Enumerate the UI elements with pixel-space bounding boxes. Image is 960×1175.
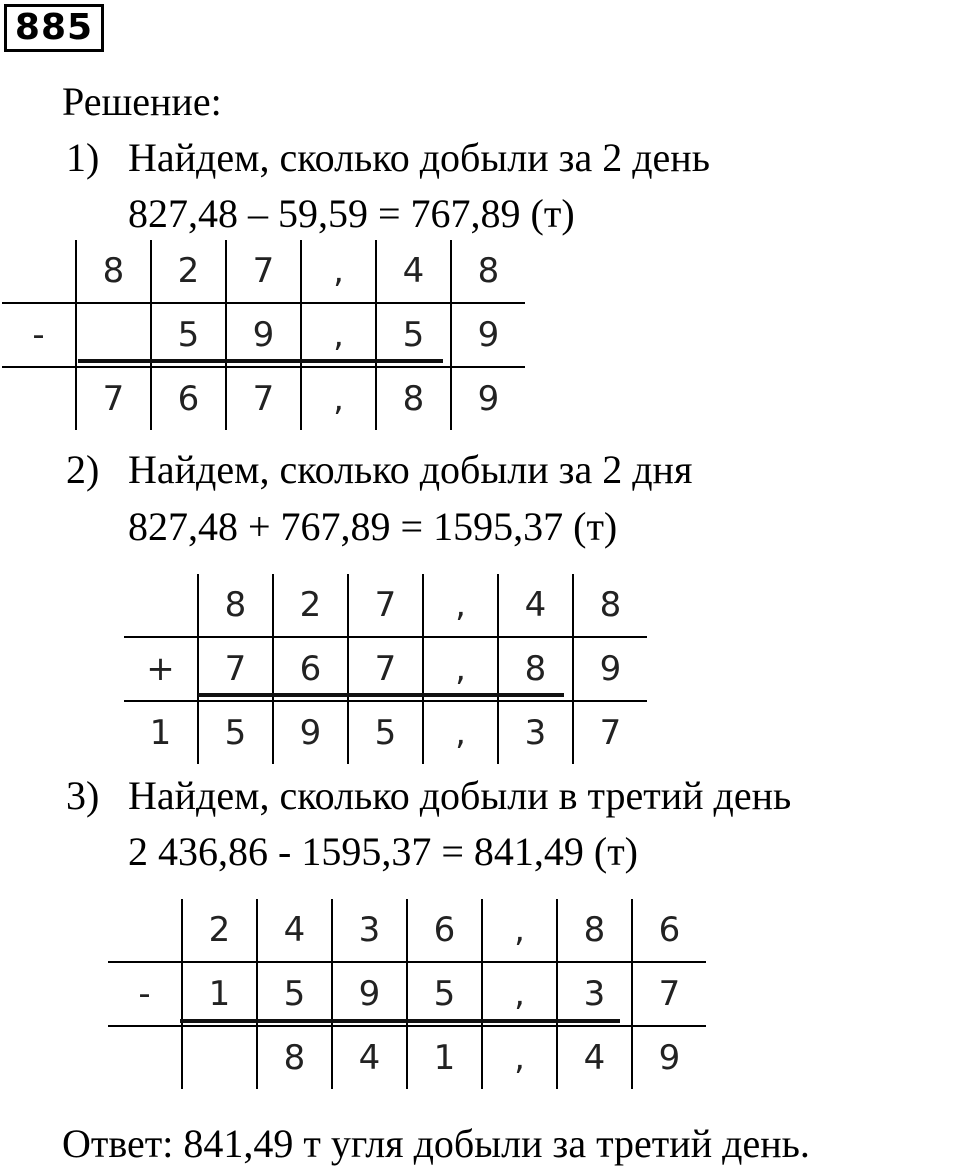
step-3-label: 3) (66, 773, 100, 818)
digit-cell: 8 (376, 367, 451, 430)
solution-heading: Решение: (62, 79, 222, 124)
digit-cell: 3 (498, 701, 573, 764)
digit-cell: , (423, 574, 498, 637)
digit-cell: 4 (498, 574, 573, 637)
digit-cell: 7 (76, 367, 151, 430)
grid-row (124, 701, 647, 764)
digit-cell: 9 (451, 303, 525, 367)
digit-cell: 6 (273, 637, 348, 701)
digit-cell: 5 (198, 701, 273, 764)
digit-cell (124, 574, 198, 637)
digit-cell: 7 (348, 637, 423, 701)
grid-row (108, 1026, 706, 1089)
answer-text: Ответ: 841,49 т угля добыли за третий день. (62, 1121, 810, 1166)
grid-row (108, 962, 706, 1026)
digit-cell: , (423, 701, 498, 764)
digit-cell (2, 367, 76, 430)
digit-cell: 6 (407, 899, 482, 962)
digit-cell (2, 240, 76, 303)
digit-cell: 7 (198, 637, 273, 701)
digit-cell: 8 (557, 899, 632, 962)
step-2-label: 2) (66, 447, 100, 492)
step-2-equation: 827,48 + 767,89 = 1595,37 (т) (128, 504, 618, 549)
digit-cell: 8 (573, 574, 647, 637)
grid-row (2, 303, 525, 367)
digit-cell: 7 (348, 574, 423, 637)
operator-cell: - (108, 962, 182, 1026)
digit-cell: , (482, 899, 557, 962)
step-1-title: Найдем, сколько добыли за 2 день (128, 135, 710, 180)
digit-cell: 8 (76, 240, 151, 303)
step-3-sum-line (180, 1019, 620, 1023)
digit-cell: 5 (376, 303, 451, 367)
digit-cell: 5 (348, 701, 423, 764)
grid-row (2, 240, 525, 303)
problem-number: 885 (4, 4, 104, 52)
digit-cell: , (423, 637, 498, 701)
digit-cell: 9 (332, 962, 407, 1026)
grid-row (124, 637, 647, 701)
digit-cell (76, 303, 151, 367)
digit-cell: 5 (407, 962, 482, 1026)
digit-cell: 7 (226, 367, 301, 430)
digit-cell: 6 (151, 367, 226, 430)
digit-cell: 8 (498, 637, 573, 701)
digit-cell: 4 (557, 1026, 632, 1089)
digit-cell: 3 (332, 899, 407, 962)
step-1-column-grid (2, 240, 525, 430)
digit-cell: 9 (226, 303, 301, 367)
digit-cell: 7 (226, 240, 301, 303)
grid-row (108, 899, 706, 962)
digit-cell: 9 (632, 1026, 706, 1089)
step-1-equation: 827,48 – 59,59 = 767,89 (т) (128, 191, 575, 236)
digit-cell: 9 (573, 637, 647, 701)
digit-cell: 4 (257, 899, 332, 962)
digit-cell: , (482, 1026, 557, 1089)
digit-cell: 4 (376, 240, 451, 303)
digit-cell: 7 (573, 701, 647, 764)
digit-cell: 5 (151, 303, 226, 367)
digit-cell: , (301, 367, 376, 430)
step-2-sum-line (198, 693, 564, 697)
digit-cell: 2 (273, 574, 348, 637)
digit-cell: 4 (332, 1026, 407, 1089)
step-2-title: Найдем, сколько добыли за 2 дня (128, 447, 693, 492)
digit-cell (108, 899, 182, 962)
digit-cell: 9 (451, 367, 525, 430)
digit-cell: , (482, 962, 557, 1026)
step-1-sum-line (78, 359, 443, 363)
digit-cell: 9 (273, 701, 348, 764)
step-3-equation: 2 436,86 - 1595,37 = 841,49 (т) (128, 829, 638, 874)
digit-cell: , (301, 240, 376, 303)
step-2-column-grid (124, 574, 647, 764)
step-3-title: Найдем, сколько добыли в третий день (128, 773, 792, 818)
digit-cell: 6 (632, 899, 706, 962)
digit-cell: 8 (198, 574, 273, 637)
digit-cell: 2 (182, 899, 257, 962)
digit-cell (182, 1026, 257, 1089)
step-1-label: 1) (66, 135, 100, 180)
grid-row (2, 367, 525, 430)
digit-cell: 1 (407, 1026, 482, 1089)
digit-cell: 3 (557, 962, 632, 1026)
digit-cell: 8 (451, 240, 525, 303)
digit-cell (108, 1026, 182, 1089)
digit-cell: 8 (257, 1026, 332, 1089)
digit-cell: 1 (182, 962, 257, 1026)
digit-cell: 5 (257, 962, 332, 1026)
operator-cell: - (2, 303, 76, 367)
digit-cell: , (301, 303, 376, 367)
step-3-column-grid (108, 899, 706, 1089)
operator-cell: + (124, 637, 198, 701)
digit-cell: 2 (151, 240, 226, 303)
digit-cell: 7 (632, 962, 706, 1026)
grid-row (124, 574, 647, 637)
digit-cell: 1 (124, 701, 198, 764)
